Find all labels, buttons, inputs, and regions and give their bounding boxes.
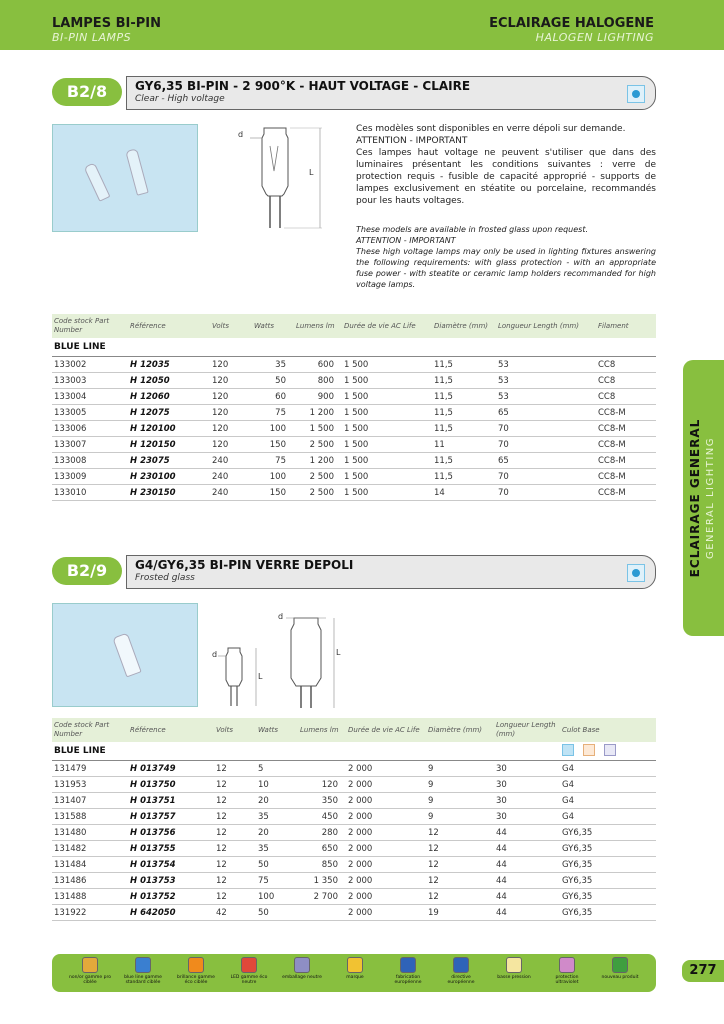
table-cell: 11,5 [432, 405, 496, 421]
table-cell: H 12075 [128, 405, 210, 421]
diameter-label: d [238, 130, 244, 139]
table-cell: 2 000 [346, 889, 426, 905]
table-cell: 53 [496, 373, 596, 389]
table-cell: 11,5 [432, 421, 496, 437]
table-cell: 120 [210, 437, 252, 453]
table-cell: 450 [298, 809, 346, 825]
table-cell: 120 [210, 405, 252, 421]
table-cell: 12 [214, 873, 256, 889]
table-cell: 280 [298, 825, 346, 841]
table-cell: 9 [426, 793, 494, 809]
frosted-lamp-image [112, 633, 141, 678]
led-icon [241, 957, 257, 973]
table-row [52, 421, 656, 437]
table-cell: 11,5 [432, 373, 496, 389]
table-cell: 75 [256, 873, 298, 889]
table-row [52, 485, 656, 501]
table-cell: 12 [214, 793, 256, 809]
table-cell: 240 [210, 469, 252, 485]
legend-label: protection ultraviolet [555, 975, 579, 985]
table-cell: GY6,35 [560, 889, 656, 905]
table-cell: H 013749 [128, 761, 214, 777]
table-cell: 133008 [52, 453, 128, 469]
table-cell: GY6,35 [560, 825, 656, 841]
table-row [52, 405, 656, 421]
table-cell: 120 [210, 421, 252, 437]
table-cell: 120 [210, 357, 252, 373]
desc-fr-line: Ces lampes haut voltage ne peuvent s'utiliser que dans des luminaires présentant les conditions suivantes : verre de protection requis - fusible de capacité approprié - supports de lampes exclusivement en stéatite ou porcelaine, recommandés pour les hauts voltages. [356, 148, 656, 206]
table-cell: 133005 [52, 405, 128, 421]
table-row [52, 841, 656, 857]
col-header: Référence [128, 314, 210, 338]
table-cell: 53 [496, 389, 596, 405]
table-cell: H 013751 [128, 793, 214, 809]
table-cell: GY6,35 [560, 905, 656, 921]
table-cell: 2 700 [298, 889, 346, 905]
table-cell: 240 [210, 453, 252, 469]
product-line-label: BLUE LINE [52, 338, 656, 357]
table-cell: H 013756 [128, 825, 214, 841]
table-cell: G4 [560, 761, 656, 777]
product-table-b2-8 [52, 314, 656, 501]
table-cell: 44 [494, 825, 560, 841]
col-header: Culot Base [560, 718, 656, 742]
table-row [52, 453, 656, 469]
col-header: Durée de vie AC Life [346, 718, 426, 742]
product-line-row [52, 742, 656, 761]
table-cell: 850 [298, 857, 346, 873]
table-cell: CC8 [596, 357, 656, 373]
table-cell: 11,5 [432, 453, 496, 469]
technical-drawing [206, 612, 346, 712]
table-header-row [52, 314, 656, 338]
table-header-row [52, 718, 656, 742]
table-cell: 12 [426, 873, 494, 889]
table-cell: 2 000 [346, 777, 426, 793]
header-section-title: ECLAIRAGE HALOGENE [489, 16, 654, 31]
table-cell: G4 [560, 809, 656, 825]
table-cell: GY6,35 [560, 857, 656, 873]
table-cell [298, 905, 346, 921]
legend-label: directive européenne [447, 975, 475, 985]
page-number: 277 [682, 960, 724, 982]
page-header [0, 0, 724, 50]
ring-icon [135, 957, 151, 973]
table-cell: 12 [214, 841, 256, 857]
section-code: B2/9 [52, 557, 122, 585]
table-cell: 131480 [52, 825, 128, 841]
legend-label: basse pression [497, 975, 531, 980]
table-cell: 30 [494, 793, 560, 809]
table-cell: 1 500 [342, 373, 432, 389]
table-cell: 30 [494, 809, 560, 825]
legend-item [227, 957, 271, 985]
table-cell: 131488 [52, 889, 128, 905]
table-cell: 150 [252, 437, 294, 453]
table-cell: 70 [496, 421, 596, 437]
frosted-base-icon [583, 744, 595, 756]
table-cell: 12 [214, 777, 256, 793]
table-row [52, 357, 656, 373]
table-cell: CC8-M [596, 469, 656, 485]
table-cell: 1 500 [342, 405, 432, 421]
table-row [52, 793, 656, 809]
lamp-image [84, 162, 111, 202]
section-code: B2/8 [52, 78, 122, 106]
pressure-icon [506, 957, 522, 973]
table-cell: 20 [256, 825, 298, 841]
legend-item [174, 957, 218, 985]
table-cell: G4 [560, 793, 656, 809]
table-cell: 133007 [52, 437, 128, 453]
table-cell: 44 [494, 857, 560, 873]
table-cell: 35 [252, 357, 294, 373]
table-cell: 11 [432, 437, 496, 453]
table-cell: 2 500 [294, 469, 342, 485]
legend-item [386, 957, 430, 985]
side-category-tab [683, 360, 724, 636]
table-cell: 1 500 [342, 357, 432, 373]
table-cell: 240 [210, 485, 252, 501]
col-header: Watts [252, 314, 294, 338]
table-row [52, 373, 656, 389]
table-cell: 133003 [52, 373, 128, 389]
side-tab-title: ECLAIRAGE GENERAL [688, 418, 702, 578]
technical-drawing [236, 116, 336, 234]
table-cell: 35 [256, 841, 298, 857]
brand-icon [347, 957, 363, 973]
length-label: L [336, 648, 341, 657]
table-row [52, 469, 656, 485]
legend-item [545, 957, 589, 985]
table-cell: H 013750 [128, 777, 214, 793]
legend-label: LED gamme éco neutre [230, 975, 268, 985]
table-cell: 12 [214, 825, 256, 841]
legend-footer [52, 954, 656, 992]
section-b2-9-header [52, 555, 656, 589]
table-cell: 9 [426, 777, 494, 793]
table-cell: 10 [256, 777, 298, 793]
table-cell: 131922 [52, 905, 128, 921]
legend-label: fabrication européenne [394, 975, 422, 985]
col-header: Diamètre (mm) [432, 314, 496, 338]
table-cell: 1 200 [294, 453, 342, 469]
table-cell: 42 [214, 905, 256, 921]
table-row [52, 437, 656, 453]
legend-item [598, 957, 642, 980]
table-cell: 131482 [52, 841, 128, 857]
base-icons [560, 742, 656, 761]
table-cell: 1 500 [342, 389, 432, 405]
table-cell: 12 [214, 809, 256, 825]
table-cell: 120 [210, 373, 252, 389]
ring-icon [188, 957, 204, 973]
table-cell: 2 500 [294, 485, 342, 501]
table-row [52, 389, 656, 405]
side-tab-text [683, 360, 724, 636]
table-cell: 131479 [52, 761, 128, 777]
header-left [52, 16, 161, 44]
table-cell: 1 500 [342, 421, 432, 437]
desc-en-line: These high voltage lamps may only be used in lighting fixtures answering the following requirements: with glass protection - with an appropriate fuse power - with steatite or ceramic lamp holders recommanded for high voltage lamps. [356, 247, 656, 289]
table-cell: 53 [496, 357, 596, 373]
table-cell: CC8 [596, 389, 656, 405]
col-header: Lumens lm [294, 314, 342, 338]
table-cell: 50 [252, 373, 294, 389]
table-cell: H 013752 [128, 889, 214, 905]
table-cell: 9 [426, 809, 494, 825]
header-section-subtitle: HALOGEN LIGHTING [535, 31, 654, 44]
col-header: Code stock Part Number [52, 314, 128, 338]
section-subtitle: Frosted glass [135, 573, 195, 583]
col-header: Durée de vie AC Life [342, 314, 432, 338]
table-cell: 11,5 [432, 357, 496, 373]
table-cell: H 013754 [128, 857, 214, 873]
table-row [52, 873, 656, 889]
legend-label: marque [346, 975, 364, 980]
table-cell: 70 [496, 469, 596, 485]
new-icon [612, 957, 628, 973]
table-cell: GY6,35 [560, 841, 656, 857]
table-cell: 44 [494, 873, 560, 889]
legend-label: nouveau produit [601, 975, 639, 980]
table-cell: CC8-M [596, 437, 656, 453]
table-row [52, 825, 656, 841]
blue-line-icon [627, 564, 645, 582]
table-cell: 100 [256, 889, 298, 905]
table-cell: 2 000 [346, 761, 426, 777]
table-cell: 131588 [52, 809, 128, 825]
col-header: Référence [128, 718, 214, 742]
table-cell: 65 [496, 405, 596, 421]
table-cell: 12 [214, 857, 256, 873]
product-table-b2-9 [52, 718, 656, 921]
table-cell: 150 [252, 485, 294, 501]
table-cell: H 642050 [128, 905, 214, 921]
table-cell: G4 [560, 777, 656, 793]
table-cell: 133010 [52, 485, 128, 501]
side-tab-subtitle: GENERAL LIGHTING [705, 436, 716, 560]
table-cell: 2 000 [346, 873, 426, 889]
header-right [489, 16, 654, 44]
table-cell: H 12060 [128, 389, 210, 405]
box-icon [294, 957, 310, 973]
table-cell: 2 000 [346, 809, 426, 825]
col-header: Volts [210, 314, 252, 338]
legend-item [280, 957, 324, 980]
product-line-row [52, 338, 656, 357]
length-label: L [309, 168, 314, 177]
table-cell: CC8-M [596, 485, 656, 501]
table-cell: 100 [252, 469, 294, 485]
header-category-title: LAMPES BI-PIN [52, 16, 161, 31]
length-label: L [258, 672, 263, 681]
table-cell: 50 [256, 857, 298, 873]
table-cell [298, 761, 346, 777]
table-row [52, 809, 656, 825]
table-cell: 1 500 [342, 437, 432, 453]
desc-fr-line: ATTENTION - IMPORTANT [356, 136, 468, 146]
col-header: Code stock Part Number [52, 718, 128, 742]
section-title: GY6,35 BI-PIN - 2 900°K - HAUT VOLTAGE - CLAIRE [135, 79, 471, 93]
section-title-bar [126, 555, 656, 589]
lamp-image [125, 148, 148, 196]
table-cell: 120 [210, 389, 252, 405]
table-cell: 12 [426, 841, 494, 857]
table-cell: 1 500 [294, 421, 342, 437]
col-header: Longueur Length (mm) [494, 718, 560, 742]
table-cell: 12 [214, 761, 256, 777]
table-cell: 2 000 [346, 905, 426, 921]
table-cell: 900 [294, 389, 342, 405]
table-cell: 131484 [52, 857, 128, 873]
table-cell: 1 500 [342, 469, 432, 485]
description-fr [356, 123, 656, 207]
section-title-bar [126, 76, 656, 110]
table-cell: 131407 [52, 793, 128, 809]
table-cell: 2 000 [346, 825, 426, 841]
table-cell: H 230150 [128, 485, 210, 501]
legend-label: non/or gamme pro ciblée [69, 975, 111, 985]
table-cell: 20 [256, 793, 298, 809]
legend-item [121, 957, 165, 985]
table-cell: 44 [494, 841, 560, 857]
table-cell: H 013755 [128, 841, 214, 857]
table-cell: 12 [426, 825, 494, 841]
table-cell: 800 [294, 373, 342, 389]
table-cell: 2 000 [346, 793, 426, 809]
table-cell: 11,5 [432, 389, 496, 405]
table-cell: 44 [494, 905, 560, 921]
table-cell: H 230100 [128, 469, 210, 485]
table-cell: 44 [494, 889, 560, 905]
table-cell: 12 [214, 889, 256, 905]
legend-label: blue line gamme standard ciblée [124, 975, 162, 985]
table-row [52, 761, 656, 777]
section-subtitle: Clear - High voltage [135, 94, 225, 104]
table-cell: 133006 [52, 421, 128, 437]
col-header: Watts [256, 718, 298, 742]
table-row [52, 777, 656, 793]
table-cell: 131953 [52, 777, 128, 793]
blue-line-icon [627, 85, 645, 103]
table-cell: 1 500 [342, 453, 432, 469]
table-cell: 133009 [52, 469, 128, 485]
table-cell: 70 [496, 485, 596, 501]
table-cell: 70 [496, 437, 596, 453]
table-cell: 60 [252, 389, 294, 405]
table-cell: H 12050 [128, 373, 210, 389]
legend-item [492, 957, 536, 980]
table-cell: 1 200 [294, 405, 342, 421]
table-cell: 65 [496, 453, 596, 469]
uv-icon [559, 957, 575, 973]
table-cell: 50 [256, 905, 298, 921]
header-category-subtitle: BI-PIN LAMPS [52, 31, 132, 44]
directive-icon [453, 957, 469, 973]
table-cell: 9 [426, 761, 494, 777]
table-cell: 75 [252, 405, 294, 421]
table-cell: H 013753 [128, 873, 214, 889]
table-cell: CC8 [596, 373, 656, 389]
desc-fr-line: Ces modèles sont disponibles en verre dépoli sur demande. [356, 124, 626, 134]
g4-base-icon [562, 744, 574, 756]
table-cell: 1 350 [298, 873, 346, 889]
table-cell: 5 [256, 761, 298, 777]
table-cell: 600 [294, 357, 342, 373]
table-cell: 75 [252, 453, 294, 469]
table-cell: 11,5 [432, 469, 496, 485]
factory-icon [400, 957, 416, 973]
table-cell: H 23075 [128, 453, 210, 469]
table-cell: H 120100 [128, 421, 210, 437]
col-header: Lumens lm [298, 718, 346, 742]
table-cell: 12 [426, 889, 494, 905]
table-cell: H 120150 [128, 437, 210, 453]
table-cell: 133002 [52, 357, 128, 373]
table-cell: 650 [298, 841, 346, 857]
legend-label: brillance gamme éco ciblée [177, 975, 215, 985]
legend-item [439, 957, 483, 985]
col-header: Longueur Length (mm) [496, 314, 596, 338]
diameter-label: d [278, 612, 284, 621]
table-cell: CC8-M [596, 453, 656, 469]
table-cell: 1 500 [342, 485, 432, 501]
table-cell: 12 [426, 857, 494, 873]
table-cell: GY6,35 [560, 873, 656, 889]
col-header: Volts [214, 718, 256, 742]
section-title: G4/GY6,35 BI-PIN VERRE DEPOLI [135, 558, 354, 572]
col-header: Filament [596, 314, 656, 338]
desc-en-line: These models are available in frosted glass upon request. [356, 225, 588, 234]
ring-icon [82, 957, 98, 973]
legend-item [333, 957, 377, 980]
diameter-label: d [212, 650, 218, 659]
table-cell: 131486 [52, 873, 128, 889]
table-cell: 30 [494, 761, 560, 777]
table-cell: 2 000 [346, 841, 426, 857]
table-row [52, 889, 656, 905]
description-en [356, 224, 656, 290]
table-cell: 14 [432, 485, 496, 501]
section-b2-8-header [52, 76, 656, 110]
gy635-base-icon [604, 744, 616, 756]
product-photo [52, 603, 198, 707]
table-cell: 35 [256, 809, 298, 825]
legend-item [68, 957, 112, 985]
col-header: Diamètre (mm) [426, 718, 494, 742]
table-cell: 19 [426, 905, 494, 921]
table-cell: 100 [252, 421, 294, 437]
table-cell: 2 500 [294, 437, 342, 453]
product-photo [52, 124, 198, 232]
table-cell: CC8-M [596, 421, 656, 437]
table-cell: H 013757 [128, 809, 214, 825]
legend-label: emballage neutre [282, 975, 322, 980]
table-row [52, 905, 656, 921]
table-cell: 133004 [52, 389, 128, 405]
product-line-label: BLUE LINE [52, 742, 560, 761]
desc-en-line: ATTENTION - IMPORTANT [356, 236, 456, 245]
table-cell: 120 [298, 777, 346, 793]
table-row [52, 857, 656, 873]
table-cell: 350 [298, 793, 346, 809]
table-cell: H 12035 [128, 357, 210, 373]
table-cell: CC8-M [596, 405, 656, 421]
table-cell: 30 [494, 777, 560, 793]
table-cell: 2 000 [346, 857, 426, 873]
